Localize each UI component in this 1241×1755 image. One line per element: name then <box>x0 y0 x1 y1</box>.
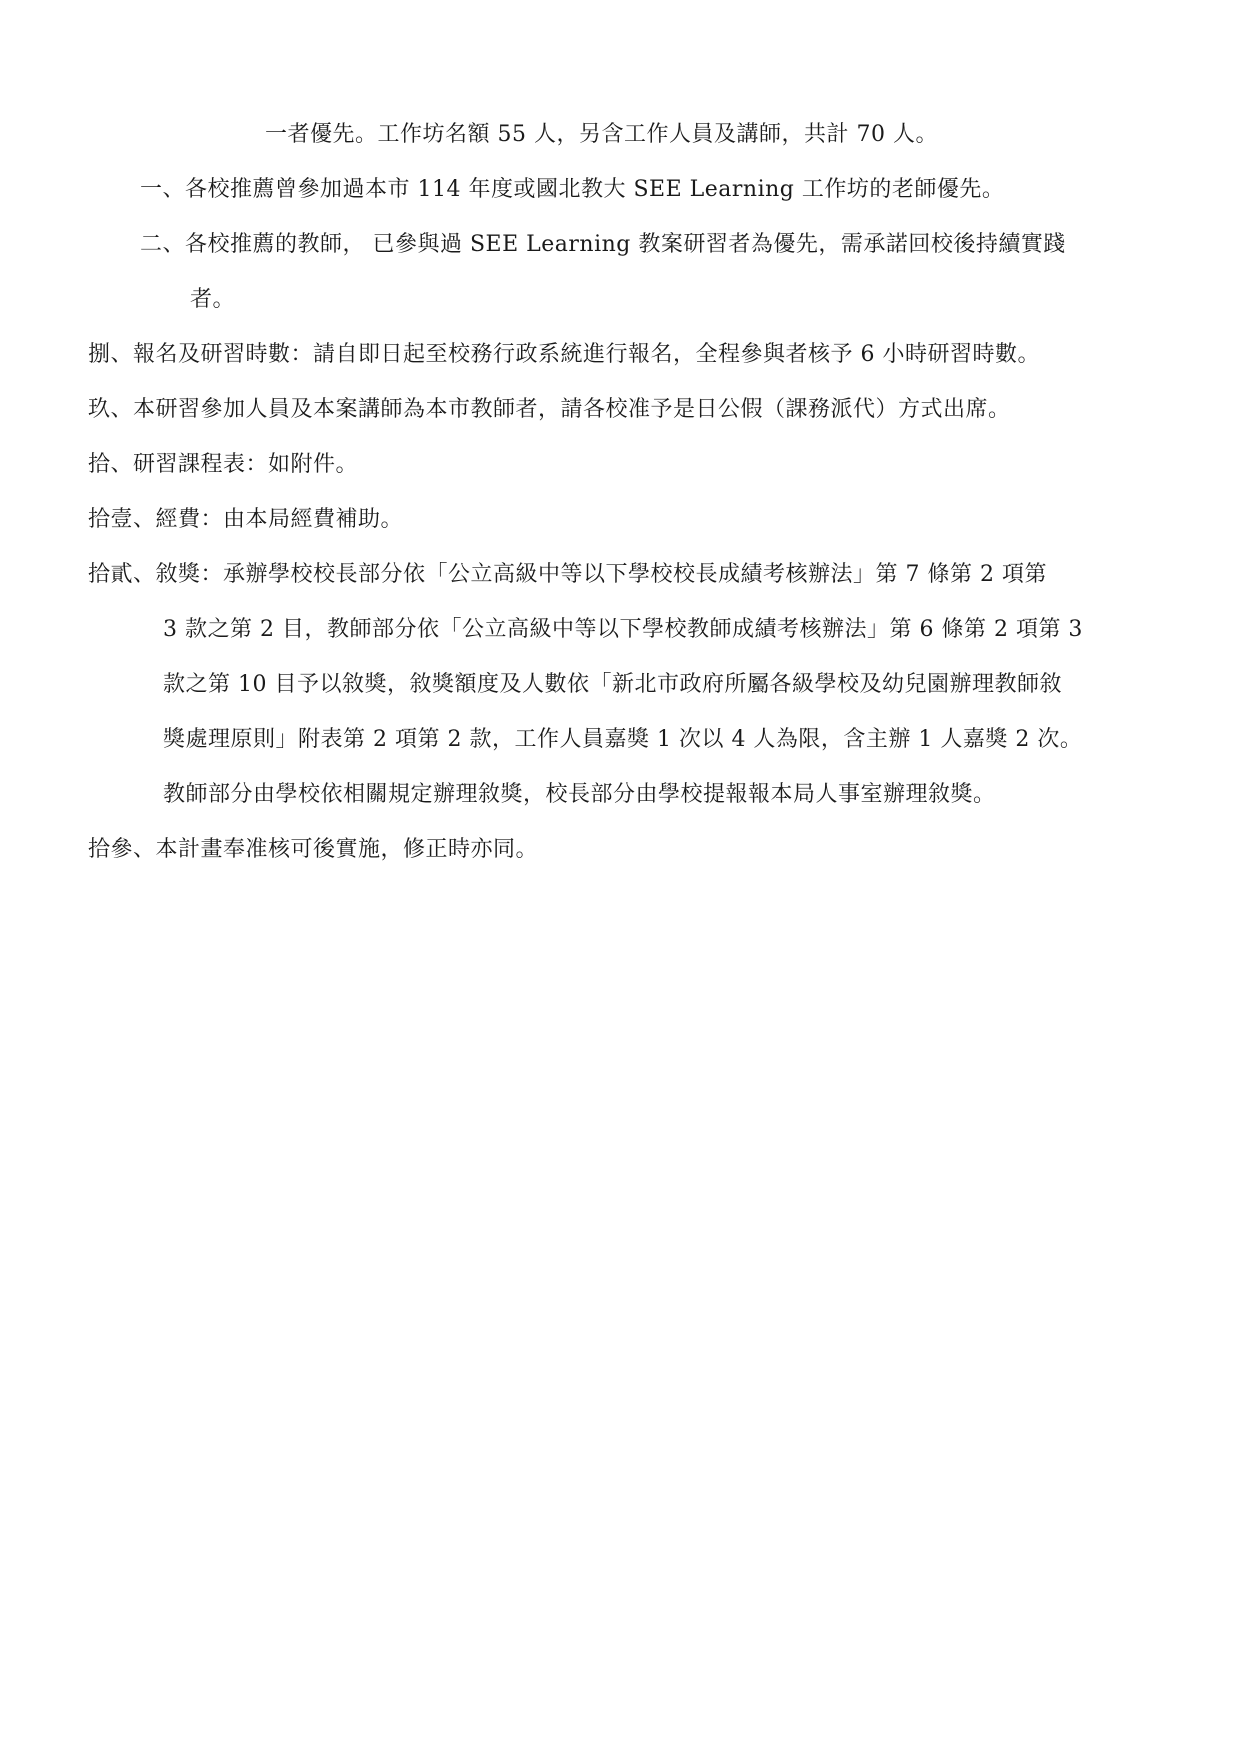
line-section-10: 拾、研習課程表：如附件。 <box>88 452 359 477</box>
line-section-11: 拾壹、經費：由本局經費補助。 <box>88 507 404 532</box>
line-workshop-quota: 一者優先。工作坊名額 55 人，另含工作人員及講師，共計 70 人。 <box>265 122 938 147</box>
line-section-12-cont-4: 教師部分由學校依相關規定辦理敘獎，校長部分由學校提報報本局人事室辦理敘獎。 <box>163 782 996 807</box>
line-section-12-cont-1: 3 款之第 2 目，教師部分依「公立高級中等以下學校教師成績考核辦法」第 6 條第 2 項第 3 <box>163 617 1083 642</box>
line-section-12-cont-2: 款之第 10 目予以敘獎，敘獎額度及人數依「新北市政府所屬各級學校及幼兒園辦理教師敘 <box>163 672 1062 697</box>
line-section-12-cont-3: 獎處理原則」附表第 2 項第 2 款，工作人員嘉獎 1 次以 4 人為限，含主辦 1 人嘉獎 2 次。 <box>163 727 1083 752</box>
line-section-8: 捌、報名及研習時數：請自即日起至校務行政系統進行報名，全程參與者核予 6 小時研習時數。 <box>88 342 1040 367</box>
line-section-9: 玖、本研習參加人員及本案講師為本市教師者，請各校准予是日公假（課務派代）方式出席。 <box>88 397 1011 422</box>
line-section-13: 拾參、本計畫奉准核可後實施，修正時亦同。 <box>88 837 539 862</box>
line-priority-2-cont: 者。 <box>190 287 236 312</box>
line-section-12: 拾貳、敘獎：承辦學校校長部分依「公立高級中等以下學校校長成績考核辦法」第 7 條第 2 項第 <box>88 562 1047 587</box>
line-priority-1: 一、各校推薦曾參加過本市 114 年度或國北教大 SEE Learning 工作坊的老師優先。 <box>140 177 1005 202</box>
line-priority-2: 二、各校推薦的教師， 已參與過 SEE Learning 教案研習者為優先，需承諾回校後持續實踐 <box>140 232 1066 257</box>
